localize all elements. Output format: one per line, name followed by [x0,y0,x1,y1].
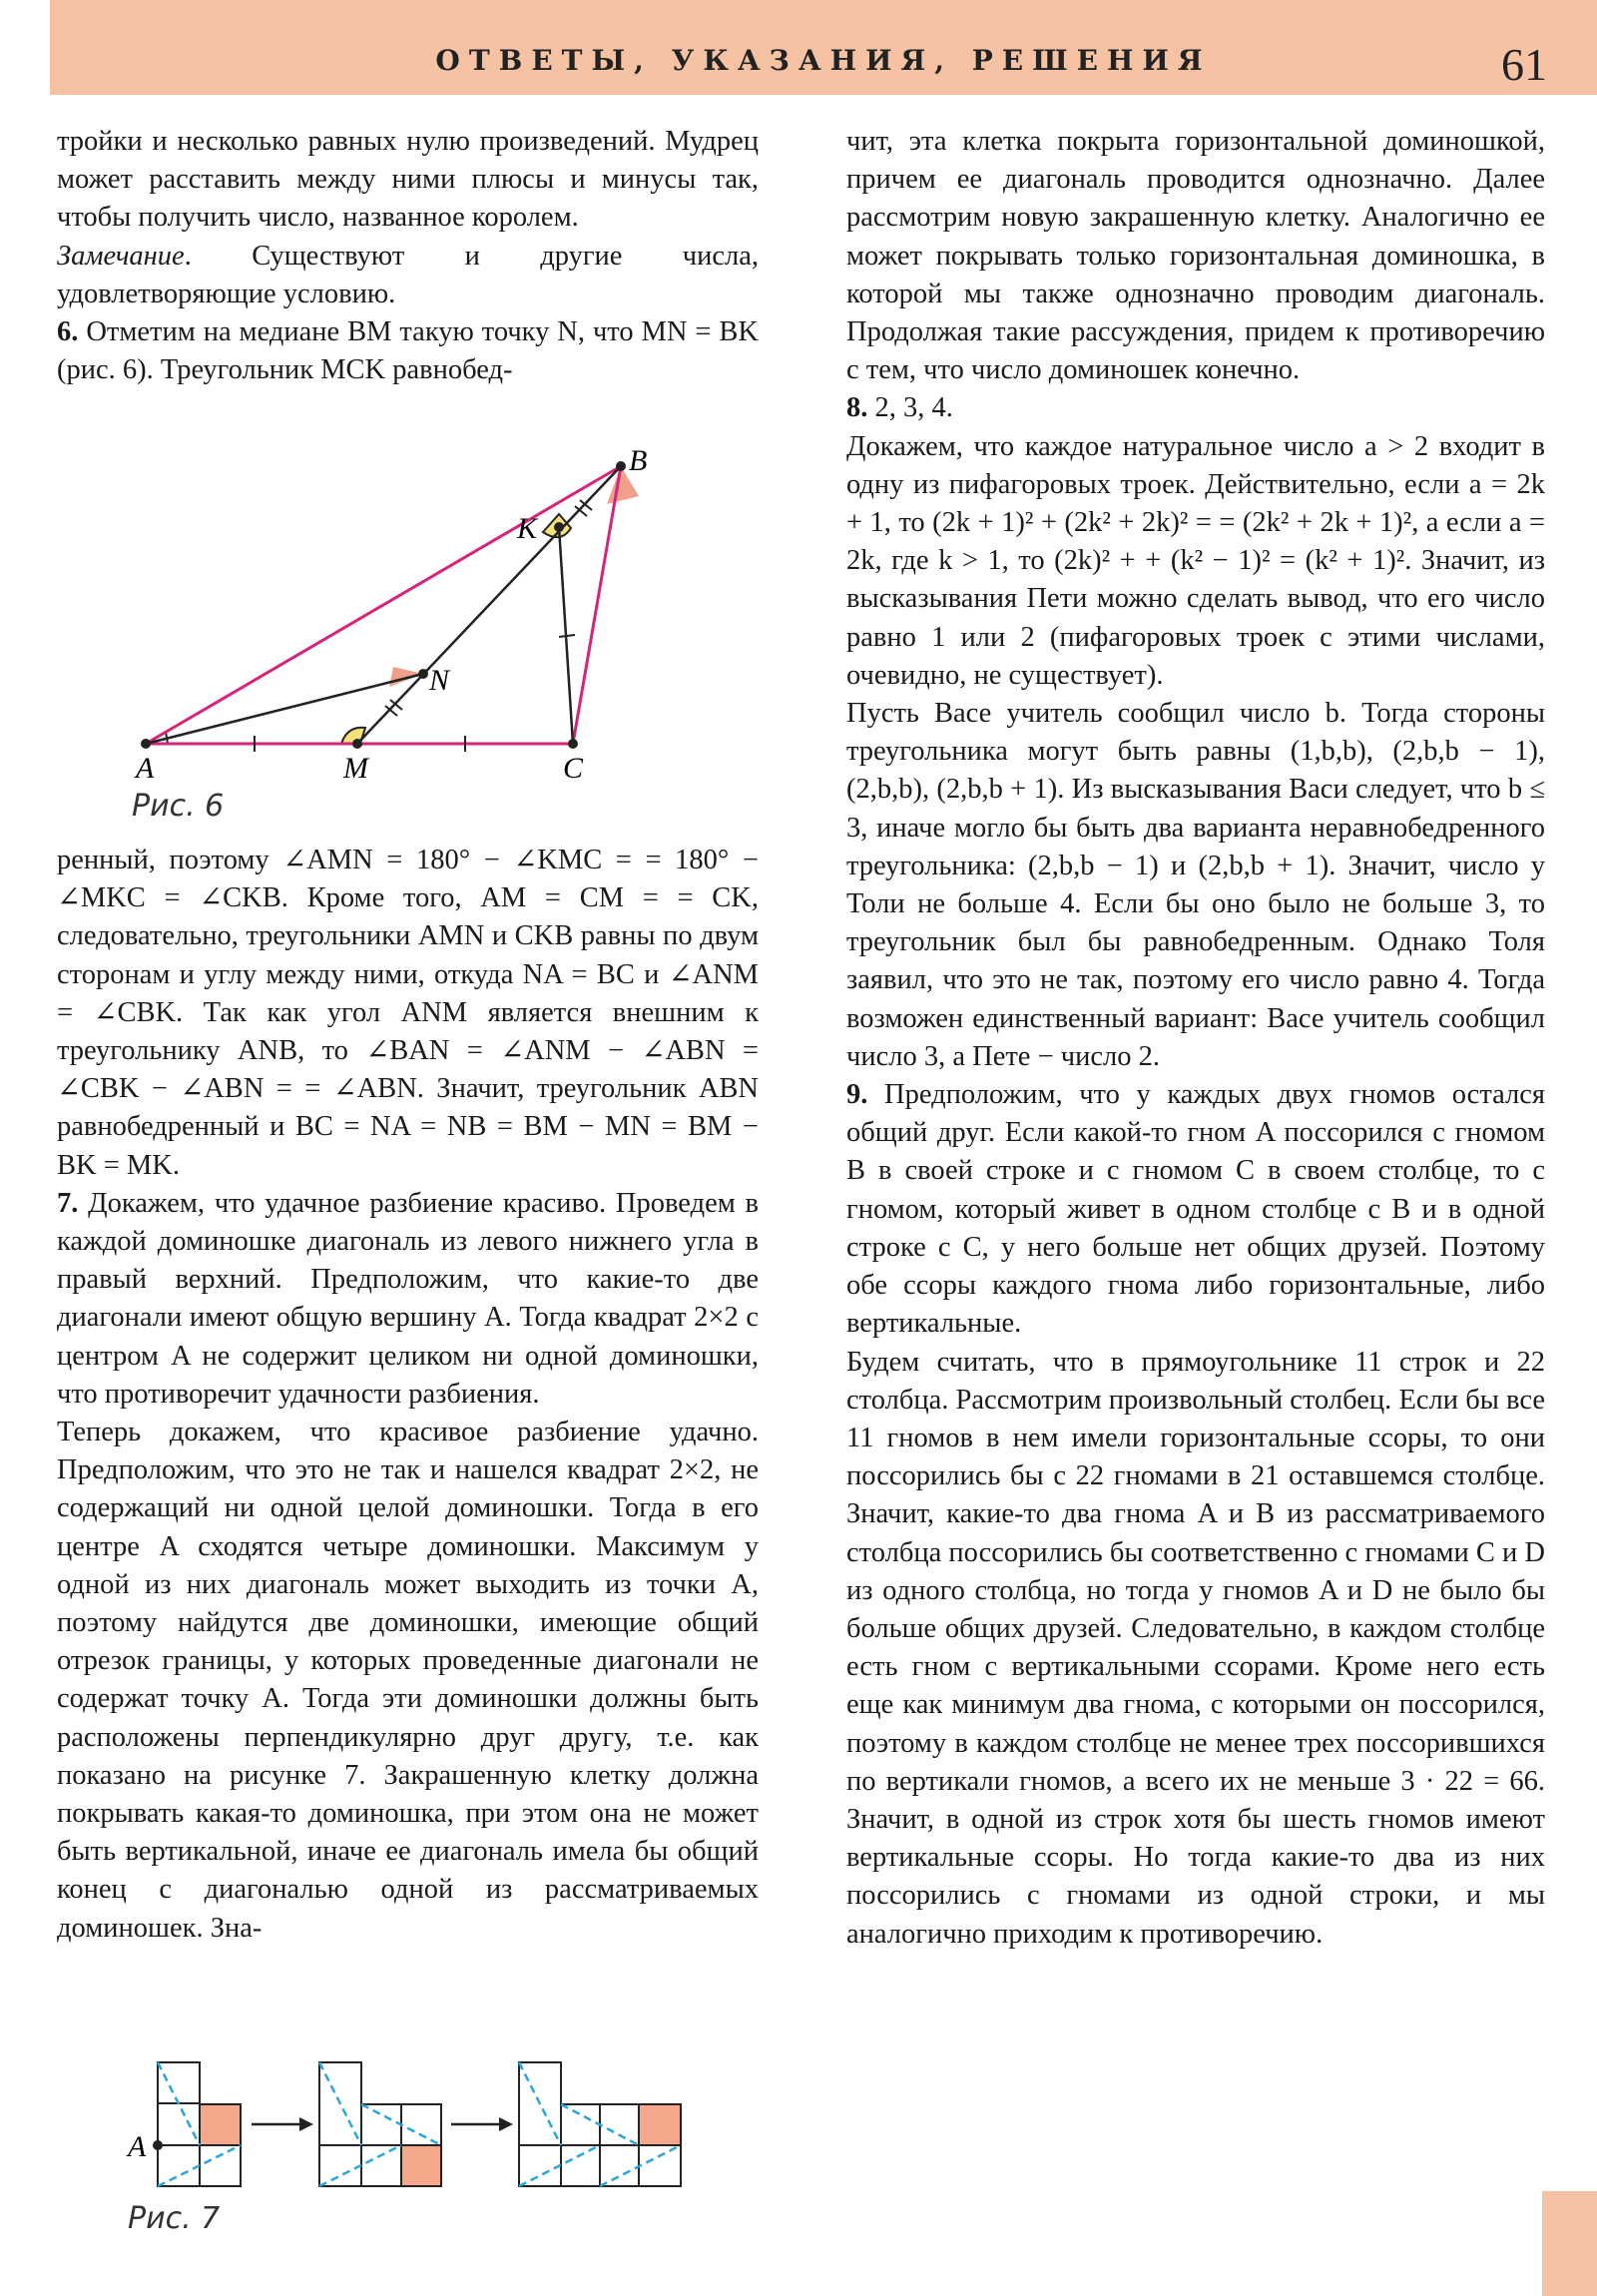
paragraph: тройки и несколько равных нулю произведений. Мудрец может расставить между ними плюсы и минусы так, чтобы получить число, названное королем. [57,126,759,234]
figure-7-caption: Рис. 7 [128,2201,221,2236]
paragraph: Будем считать, что в прямоугольнике 11 строк и 22 столбца. Рассмотрим произвольный столбец. Если бы все 11 гномов в нем имели горизонтальные ссоры, то они поссорились бы с 22 гномами в 21 оставшемся столбце. Значит, какие-то два гнома A и B из рассматриваемого столбца поссорились бы соответственно с гномами C и D из одного столбца, но тогда у гномов A и D не было бы больше общих друзей. Следовательно, в каждом столбце есть гном с вертикальными ссорами. Кроме него есть еще как минимум два гнома, с которыми он поссорился, поэтому в каждом столбце не менее трех поссорившихся по вертикали гномов, а всего их не меньше 3 · 22 = 66. Значит, в одной из строк хотя бы шесть гномов имеют вертикальные ссоры. Но тогда какие-то два из них поссорились с гномами из одной строки, и мы аналогично приходим к противоречию. [846,1346,1545,1950]
point-k [554,522,564,532]
figure-7 [120,2056,689,2191]
left-column-bottom [57,842,759,1948]
domino-grid-1 [126,2062,241,2186]
problem-number: 9. [846,1079,868,1111]
paragraph [57,313,759,389]
page-number: 61 [1501,39,1547,90]
remark-text: . Существуют и другие числа, удовлетворяющие условию. [57,240,759,309]
corner-tab [1542,2191,1597,2296]
problem-number: 8. [846,392,868,424]
shaded-cell [639,2104,681,2145]
problem-number: 7. [57,1187,79,1219]
paragraph: ренный, поэтому ∠AMN = 180° − ∠KMC = = 180° − ∠MKC = ∠CKB. Кроме того, AM = CM = = CK, следовательно, треугольники AMN и CKB равны по двум сторонам и углу между ними, откуда NA = BC и ∠ANM = ∠CBK. Так как угол ANM является внешним к треугольнику ANB, то ∠BAN = ∠ANM − ∠ABN = ∠CBK − ∠ABN = = ∠ABN. Значит, треугольник ABN равнобедренный и BC = NA = NB = BM − MN = BM − BK = MK. [57,845,759,1181]
shaded-cell [401,2145,441,2186]
right-column [846,123,1545,1954]
paragraph: Пусть Васе учитель сообщил число b. Тогда стороны треугольника могут быть равны (1,b,b), (2,b,b − 1), (2,b,b), (2,b,b + 1). Из высказывания Васи следует, что b ≤ 3, иначе могло бы быть два варианта неравнобедренного треугольника: (2,b,b − 1) и (2,b,b + 1). Значит, число у Толи не больше 4. Если бы оно было не больше 3, то треугольник был бы равнобедренным. Однако Толя заявил, что это не так, поэтому его число равно 4. Тогда возможен единственный вариант: Васе учитель сообщил число 3, а Пете − число 2. [846,698,1545,1072]
shaded-cell [200,2104,241,2145]
label-a: A [136,752,155,785]
point-a [141,739,151,749]
remark-label: Замечание [57,240,185,272]
segment-an [146,674,423,744]
problem-text: 2, 3, 4. [874,392,953,424]
domino-diagram [120,2056,689,2191]
paragraph [57,1185,759,1414]
arrow-icon [451,2117,513,2131]
label-a: A [128,2130,147,2163]
left-column-top [57,123,759,389]
label-m: M [343,752,368,785]
problem-text: Отметим на медиане BM такую точку N, что MN = BK (рис. 6). Треугольник MCK равнобед- [57,316,759,386]
paragraph [846,1076,1545,1343]
paragraph: Докажем, что каждое натуральное число a > 2 входит в одну из пифагоровых троек. Действительно, если a = 2k + 1, то (2k + 1)² + (2k² + 2k)² = = (2k² + 2k + 1)², а если a = 2k, где k > 1, то (2k)² + + (k² − 1)² = (k² + 1)². Значит, из высказывания Пети можно сделать вывод, что его число равно 1 или 2 (пифагоровых троек с этими числами, очевидно, не существует). [846,430,1545,691]
problem-text: Докажем, что удачное разбиение красиво. Проведем в каждой доминошке диагональ из левого нижнего угла в правый верхний. Предположим, что какие-то две диагонали имеют общую вершину A. Тогда квадрат 2×2 с центром A не содержит целиком ни одной доминошки, что противоречит удачности разбиения. [57,1187,759,1410]
paragraph [57,238,759,313]
point-n [418,669,428,679]
page-header [50,0,1597,95]
paragraph: Теперь докажем, что красивое разбиение удачно. Предположим, что это не так и нашелся квадрат 2×2, не содержащий ни одной целой доминошки. Тогда в его центре A сходятся четыре доминошки. Максимум у одной из них диагональ может выходить из точки A, поэтому найдутся две доминошки, имеющие общий отрезок границы, у которых проведенные диагонали не содержат точку A. Тогда эти доминошки должны быть расположены перпендикулярно друг другу, т.е. как показано на рисунке 7. Закрашенную клетку должна покрывать какая-то доминошка, при этом она не может быть вертикальной, иначе ее диагональ имела бы общий конец с диагональю одной из рассматриваемых доминошек. Зна- [57,1417,759,1944]
tick-ck [559,635,575,637]
triangle-diagram [110,444,669,789]
paragraph: чит, эта клетка покрыта горизонтальной доминошкой, причем ее диагональ проводится однозначно. Далее рассмотрим новую закрашенную клетку. Аналогично ее может покрывать только горизонтальная доминошка, в которой мы также однозначно проводим диагональ. Продолжая такие рассуждения, придем к противоречию с тем, что число доминошек конечно. [846,126,1545,386]
label-k: K [517,512,538,545]
label-c: C [563,752,584,785]
arrow-icon [252,2117,313,2131]
point-m [352,739,362,749]
figure-6 [110,444,669,789]
problem-number: 6. [57,316,79,348]
domino-grid-2 [319,2062,441,2186]
header-title: ОТВЕТЫ, УКАЗАНИЯ, РЕШЕНИЯ [435,44,1212,77]
paragraph [846,389,1545,427]
point-a [153,2140,163,2150]
label-n: N [429,664,450,697]
figure-6-caption: Рис. 6 [132,789,225,824]
point-b [616,461,626,471]
side-ab [146,466,621,744]
label-b: B [629,444,648,477]
domino-grid-3 [519,2062,681,2186]
problem-text: Предположим, что у каждых двух гномов остался общий друг. Если какой-то гном A поссорился с гномом B в своей строке и с гномом C в своем столбце, то с гномом, который живет в одном столбце с B и в одной строке с C, у него больше нет общих друзей. Поэтому обе ссоры каждого гнома либо горизонтальные, либо вертикальные. [846,1079,1546,1340]
point-c [568,739,578,749]
